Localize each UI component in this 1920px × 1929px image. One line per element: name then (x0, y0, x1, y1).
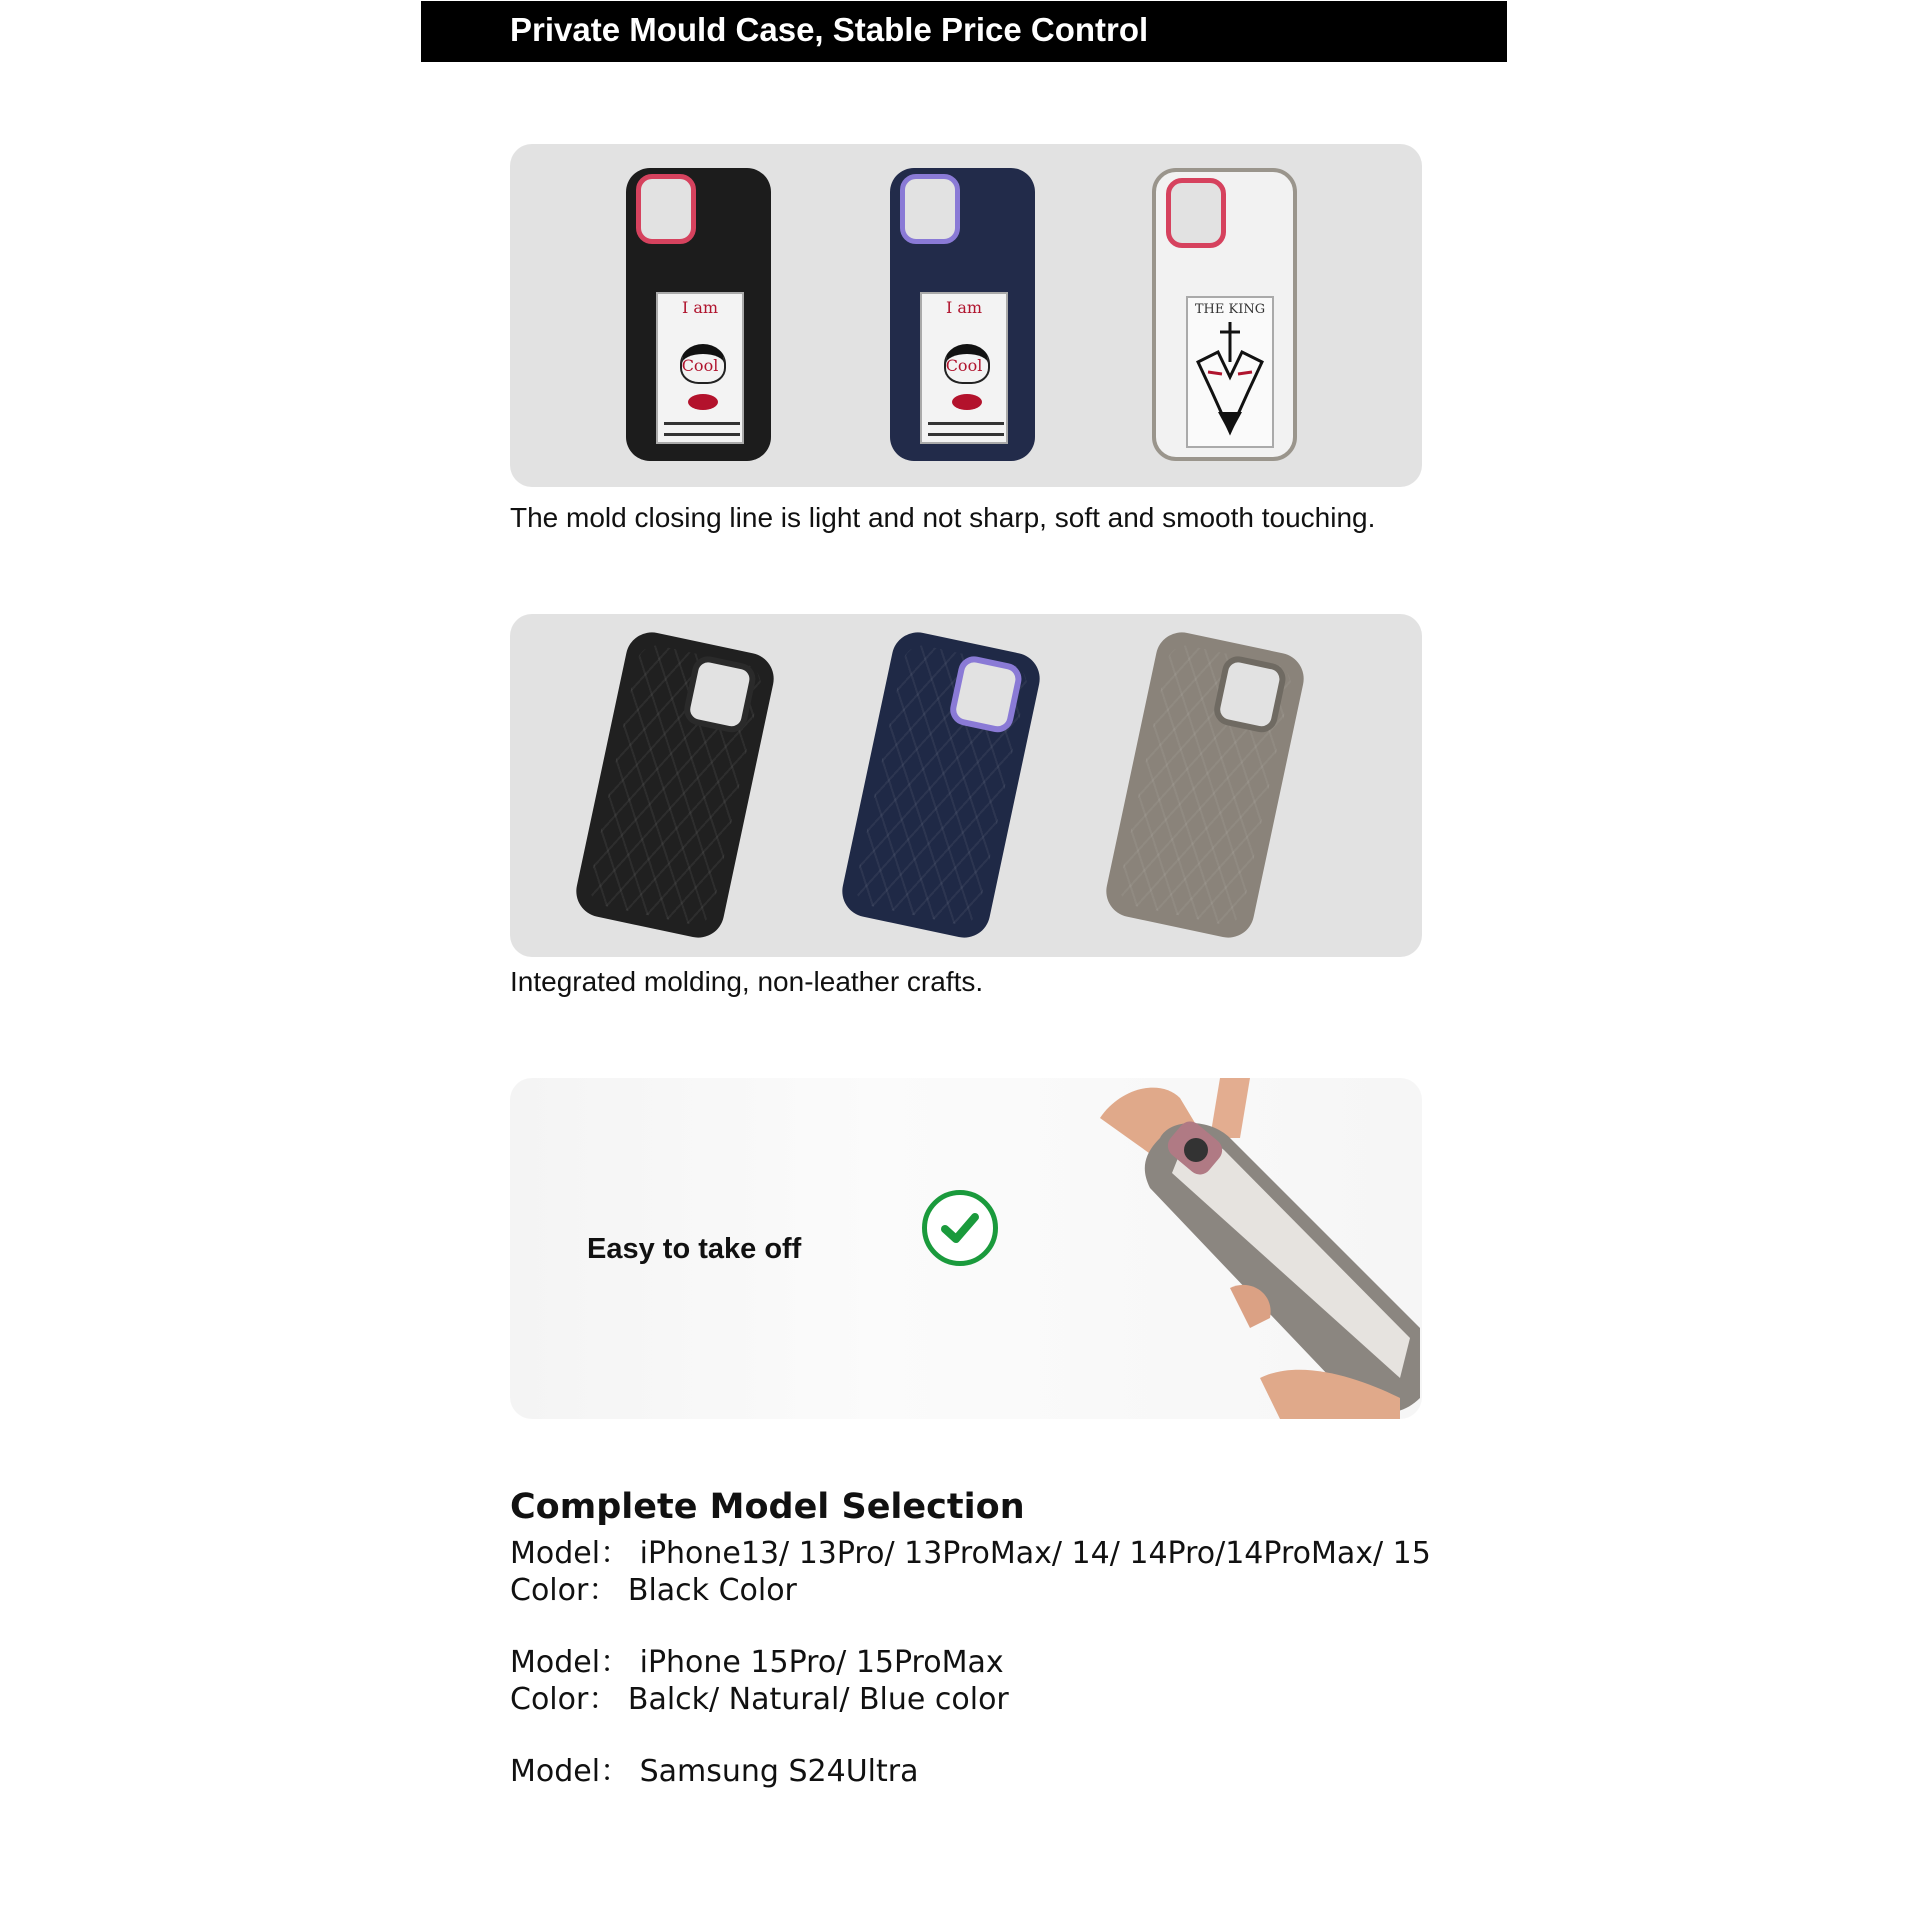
camera-ring (636, 174, 696, 244)
screen-text-bottom: Cool (681, 356, 719, 375)
stripes-drawing (928, 422, 1004, 436)
eink-screen (1186, 296, 1274, 448)
model-selection-heading: Complete Model Selection (510, 1487, 1025, 1527)
navy-case-front (890, 168, 1035, 461)
eink-screen (920, 292, 1008, 444)
model-line: Model： iPhone 15Pro/ 15ProMax (510, 1645, 1004, 1680)
lion-drawing (1188, 322, 1272, 442)
color-line: Color： Black Color (510, 1573, 797, 1608)
color-line: Color： Balck/ Natural/ Blue color (510, 1682, 1009, 1717)
black-case-front (626, 168, 771, 461)
lips-drawing (688, 394, 718, 410)
screen-text-top: THE KING (1194, 302, 1266, 317)
eink-screen (656, 292, 744, 444)
black-case-inner (571, 628, 778, 943)
inner-cases-image (510, 614, 1422, 957)
natural-case-inner (1101, 628, 1308, 943)
screen-text-bottom: Cool (945, 356, 983, 375)
screen-text-top: I am (945, 298, 983, 317)
model-line: Model： iPhone13/ 13Pro/ 13ProMax/ 14/ 14Pro/14ProMax/ 15 (510, 1536, 1431, 1571)
white-case-front (1152, 168, 1297, 461)
page-banner: Private Mould Case, Stable Price Control (421, 1, 1507, 62)
camera-ring (1166, 178, 1226, 248)
model-line: Model： Samsung S24Ultra (510, 1754, 919, 1789)
navy-case-inner (837, 628, 1044, 943)
stripes-drawing (664, 422, 740, 436)
model-selection (510, 1487, 1431, 1790)
easy-take-off-label: Easy to take off (587, 1233, 802, 1265)
check-icon (922, 1190, 998, 1266)
camera-ring (900, 174, 960, 244)
caption-integrated-molding: Integrated molding, non-leather crafts. (510, 966, 984, 997)
front-cases-image (510, 144, 1422, 487)
lips-drawing (952, 394, 982, 410)
caption-mold-line: The mold closing line is light and not sharp, soft and smooth touching. (510, 502, 1376, 533)
screen-text-top: I am (681, 298, 719, 317)
hand-holding-phone (1100, 1078, 1422, 1419)
